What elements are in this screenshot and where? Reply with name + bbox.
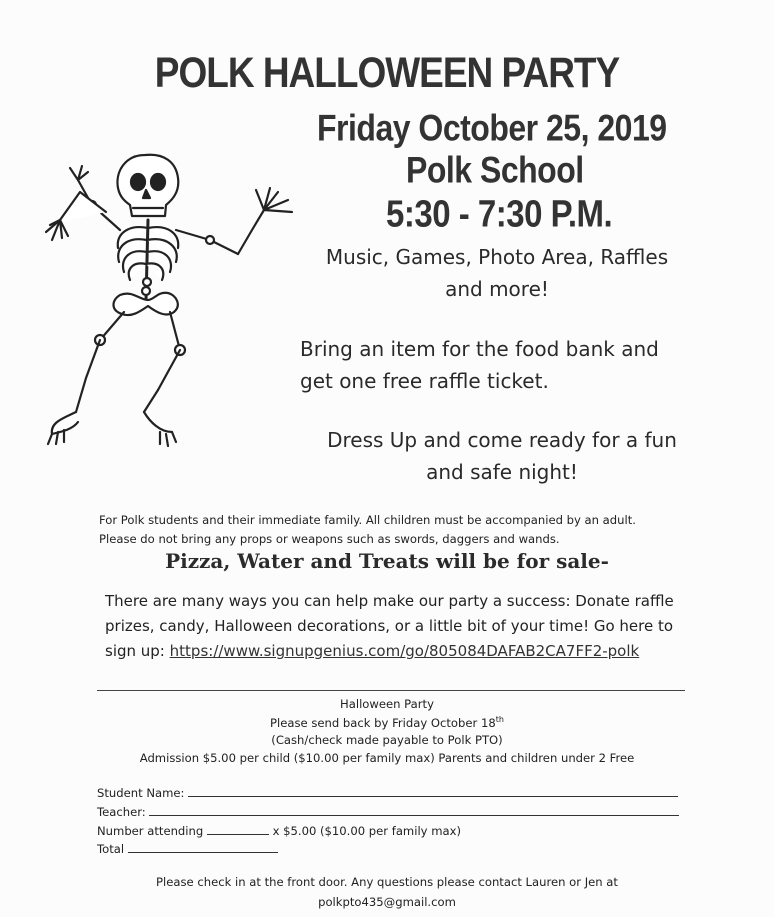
teacher-label: Teacher:	[97, 805, 146, 819]
check-in-note: Please check in at the front door. Any questions please contact Lauren or Jen at	[156, 875, 618, 889]
total-label: Total	[97, 842, 125, 856]
total-row	[97, 841, 278, 856]
signup-link[interactable]: https://www.signupgenius.com/go/805084DAFAB2CA7FF2-polk	[169, 642, 640, 660]
event-date: Friday October 25, 2019	[317, 107, 667, 149]
student-name-label: Student Name:	[97, 786, 185, 800]
teacher-row	[97, 804, 679, 819]
volunteer-section	[105, 589, 695, 664]
volunteer-text: There are many ways you can help make our party a success: Donate raffle prizes, candy, Halloween decorations, or a little bit of your time! Go here to sign up:	[105, 592, 674, 660]
teacher-field[interactable]	[149, 804, 679, 816]
food-sale-notice: Pizza, Water and Treats will be for sale-	[165, 549, 609, 573]
return-deadline: Please send back by Friday October 18th	[270, 715, 504, 730]
event-title: POLK HALLOWEEN PARTY	[154, 48, 620, 96]
food-bank-text: Bring an item for the food bank and get one free raffle ticket.	[300, 337, 659, 393]
admission-pricing: Admission $5.00 per child ($10.00 per family max) Parents and children under 2 Free	[139, 751, 635, 765]
number-attending-label: Number attending	[97, 824, 204, 838]
event-time: 5:30 - 7:30 P.M.	[386, 192, 613, 235]
contact-email[interactable]: polkpto435@gmail.com	[318, 895, 456, 909]
student-name-row	[97, 785, 678, 800]
activities-text: Music, Games, Photo Area, Raffles and more!	[325, 245, 669, 301]
price-per-child: x $5.00 ($10.00 per family max)	[272, 824, 462, 838]
props-note: Please do not bring any props or weapons such as swords, daggers and wands.	[99, 532, 560, 546]
dress-up-text: Dress Up and come ready for a fun and safe night!	[327, 428, 677, 484]
number-attending-row	[97, 823, 461, 838]
event-location: Polk School	[406, 149, 584, 191]
eligibility-note: For Polk students and their immediate family. All children must be accompanied by an adult.	[99, 513, 636, 527]
skeleton-illustration	[20, 150, 310, 460]
student-name-field[interactable]	[188, 785, 678, 797]
number-attending-field[interactable]	[207, 823, 269, 835]
payment-instructions: (Cash/check made payable to Polk PTO)	[271, 733, 503, 747]
cut-line-divider	[97, 690, 685, 691]
form-heading: Halloween Party	[340, 697, 434, 711]
total-field[interactable]	[128, 841, 278, 853]
